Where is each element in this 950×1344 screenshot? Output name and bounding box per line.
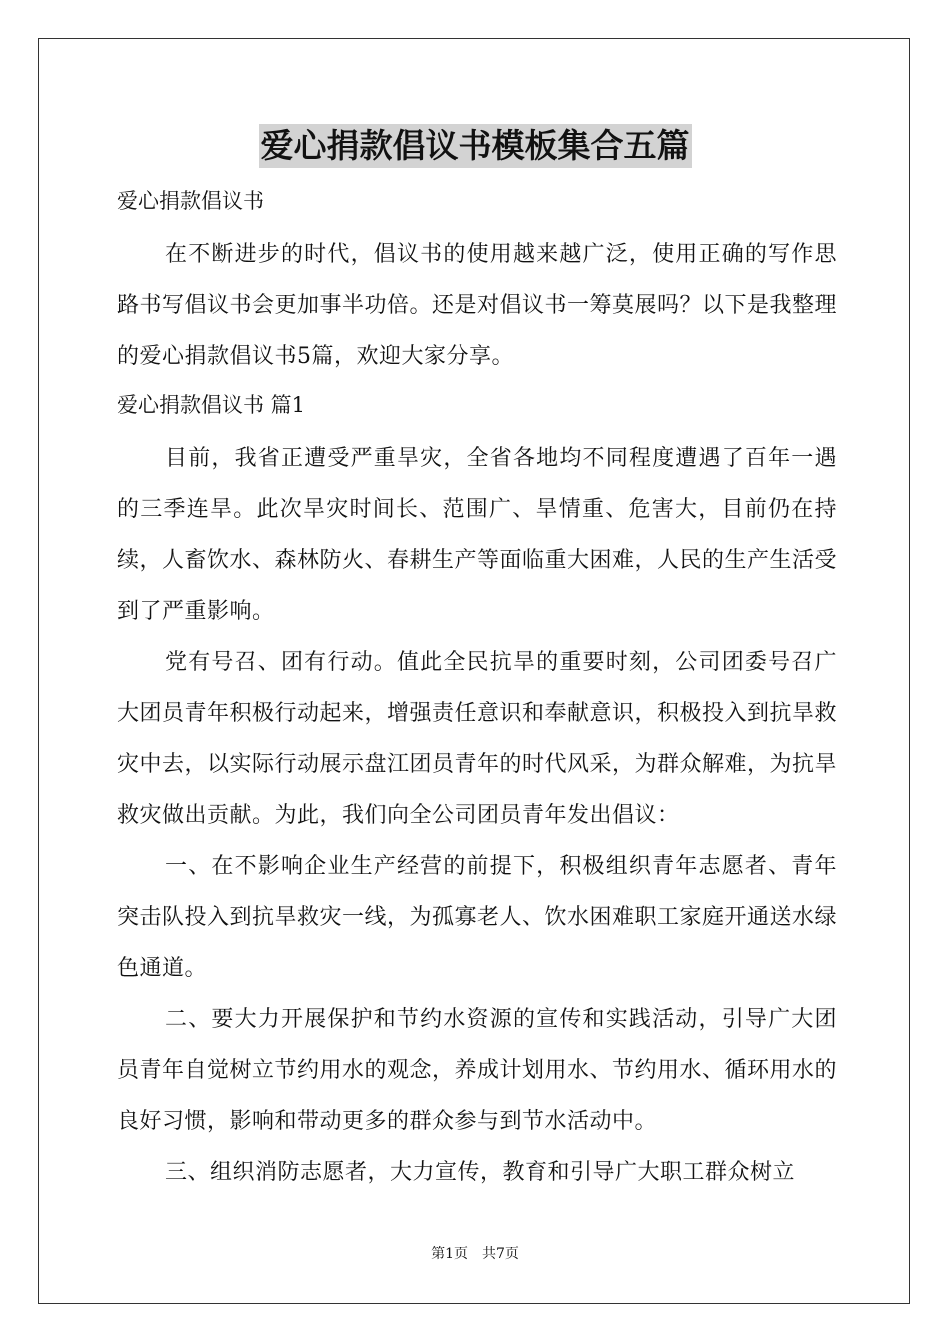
body-paragraph-5: 三、组织消防志愿者，大力宣传，教育和引导广大职工群众树立 xyxy=(165,1160,796,1185)
section-heading: 爱心捐款倡议书 篇1 xyxy=(117,393,306,417)
document-title: 爱心捐款倡议书模板集合五篇 xyxy=(259,124,692,168)
body-paragraph-3: 一、在不影响企业生产经营的前提下，积极组织青年志愿者、青年突击队投入到抗旱救灾一线，为孤寡老人、饮水困难职工家庭开通送水绿色通道。 xyxy=(117,854,838,981)
body-paragraph-4: 二、要大力开展保护和节约水资源的宣传和实践活动，引导广大团员青年自觉树立节约用水的观念，养成计划用水、节约用水、循环用水的良好习惯，影响和带动更多的群众参与到节水活动中。 xyxy=(117,1007,838,1134)
subtitle: 爱心捐款倡议书 xyxy=(117,189,264,213)
intro-paragraph: 在不断进步的时代，倡议书的使用越来越广泛，使用正确的写作思路书写倡议书会更加事半功倍。还是对倡议书一筹莫展吗？以下是我整理的爱心捐款倡议书5篇，欢迎大家分享。 xyxy=(117,242,838,369)
title-container xyxy=(0,124,950,168)
body-paragraph-2: 党有号召、团有行动。值此全民抗旱的重要时刻，公司团委号召广大团员青年积极行动起来，增强责任意识和奉献意识，积极投入到抗旱救灾中去，以实际行动展示盘江团员青年的时代风采，为群众解难，为抗旱救灾做出贡献。为此，我们向全公司团员青年发出倡议： xyxy=(117,650,838,828)
page-footer: 第1页 共7页 xyxy=(431,1246,519,1262)
document-body xyxy=(117,182,837,1198)
body-paragraph-1: 目前，我省正遭受严重旱灾，全省各地均不同程度遭遇了百年一遇的三季连旱。此次旱灾时间长、范围广、旱情重、危害大，目前仍在持续，人畜饮水、森林防火、春耕生产等面临重大困难，人民的生产生活受到了严重影响。 xyxy=(117,446,838,624)
